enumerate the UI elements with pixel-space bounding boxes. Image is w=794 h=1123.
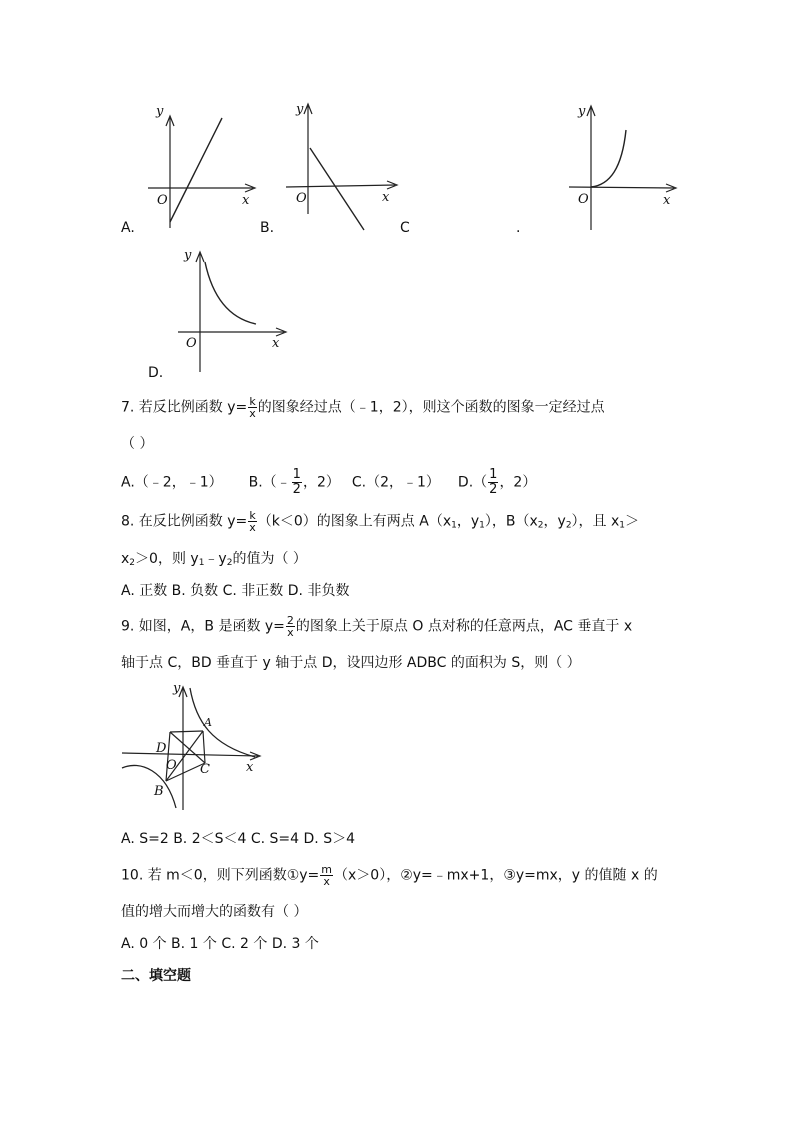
q8-pre: 8. 在反比例函数 y= [121, 513, 248, 530]
q9-options: A. S=2 B. 2＜S＜4 C. S=4 D. S＞4 [121, 831, 355, 847]
q8-line2 [121, 549, 307, 573]
q8-l2-mid: ＞0，则 y [135, 551, 199, 567]
q7-stem [121, 396, 605, 419]
graph-b-o-label: O [296, 191, 307, 206]
q7-option-d-num: 1 [489, 467, 498, 482]
graph-b-x-label: x [382, 190, 390, 205]
q8-l2-sub-1: 2 [129, 558, 136, 568]
option-c-dot: . [516, 220, 521, 236]
q9-point-a: A [204, 716, 212, 729]
q9-point-o: O [166, 758, 177, 773]
q9-stem [121, 615, 632, 638]
q7-option-b-frac [292, 468, 302, 497]
q7-option-b-den: 2 [292, 482, 301, 497]
q8-l2-sub-2: 1 [198, 558, 205, 568]
option-a-label: A. [121, 220, 135, 236]
option-b-label: B. [260, 220, 275, 236]
q7-option-b-num: 1 [292, 467, 301, 482]
q8-m4: ），且 x [571, 513, 620, 530]
q10-pre: 10. 若 m＜0，则下列函数①y= [121, 867, 320, 884]
q8-stem [121, 510, 639, 536]
q10-stem [121, 864, 658, 887]
q8-end: ＞ [625, 513, 640, 530]
q7-option-d-pre: D.（ [457, 474, 488, 491]
q8-m1: ，y [456, 513, 480, 530]
q8-mid: （k＜0）的图象上有两点 A（x [257, 513, 452, 530]
q7-frac-den: x [249, 407, 256, 420]
section-heading: 二、填空题 [121, 968, 191, 984]
q7-fraction [248, 396, 257, 419]
q9-fraction [286, 615, 295, 638]
q10-frac-num: m [321, 863, 332, 876]
q10-frac-den: x [323, 875, 330, 888]
graph-d-o-label: O [186, 336, 197, 351]
q7-option-b-pre: B.（﹣ [248, 474, 291, 491]
q10-post: （x＞0），②y=﹣mx+1，③y=mx，y 的值随 x 的 [334, 867, 658, 884]
q9-point-b: B [154, 784, 164, 799]
graph-a-x-label: x [242, 193, 250, 208]
q9-frac-den: x [287, 626, 294, 639]
graph-c-y-label: y [578, 104, 586, 119]
q9-pre: 9. 如图，A，B 是函数 y= [121, 618, 285, 635]
q8-l2-mid2: ﹣y [204, 551, 227, 567]
graph-c-o-label: O [578, 192, 589, 207]
q7-option-d-frac [488, 468, 498, 497]
q8-sub-2: 1 [479, 520, 485, 531]
q8-l2-sub-3: 2 [226, 558, 233, 568]
q9-fig-x-label: x [246, 760, 254, 775]
graph-c-x-label: x [663, 193, 671, 208]
q10-options: A. 0 个 B. 1 个 C. 2 个 D. 3 个 [121, 936, 319, 952]
q7-option-d-den: 2 [489, 482, 498, 497]
q8-frac-num: k [249, 509, 256, 522]
graph-a-o-label: O [157, 193, 168, 208]
q10-fraction [320, 864, 333, 887]
q7-pre: 7. 若反比例函数 y= [121, 399, 248, 416]
graph-d-x-label: x [272, 336, 280, 351]
q9-line2: 轴于点 C，BD 垂直于 y 轴于点 D，设四边形 ADBC 的面积为 S，则（ ） [121, 655, 581, 671]
q9-post: 的图象上关于原点 O 点对称的任意两点，AC 垂直于 x [295, 618, 633, 635]
option-c-label: C [400, 220, 410, 236]
q7-option-c: C.（2，﹣1） [351, 474, 440, 491]
q8-sub-3: 2 [537, 520, 544, 531]
q9-point-d: D [156, 741, 167, 756]
q9-fig-y-label: y [173, 681, 181, 696]
q9-point-c: C [200, 762, 210, 777]
graph-d-y-label: y [184, 248, 192, 263]
q8-frac-den: x [249, 521, 256, 534]
q7-option-b-post: ，2） [302, 474, 340, 491]
q8-m2: ），B（x [484, 513, 538, 530]
graph-b-y-label: y [296, 102, 304, 117]
graph-a-y-label: y [156, 104, 164, 119]
q7-option-a: A.（﹣2，﹣1） [121, 474, 223, 491]
q8-l2-pre: x [121, 551, 130, 567]
q7-option-d-post: ，2） [499, 474, 537, 491]
q8-fraction [248, 510, 257, 533]
q8-sub-1: 1 [451, 520, 457, 531]
q8-sub-4: 2 [565, 520, 572, 531]
q10-line2: 值的增大而增大的函数有（ ） [121, 904, 308, 920]
q8-l2-end: 的值为（ ） [232, 551, 307, 567]
q8-sub-5: 1 [619, 520, 626, 531]
q7-answer-paren: （ ） [121, 436, 154, 452]
q7-post: 的图象经过点（﹣1，2），则这个函数的图象一定经过点 [257, 399, 605, 416]
q7-options [121, 468, 536, 497]
q9-frac-num: 2 [286, 614, 294, 627]
q8-options: A. 正数 B. 负数 C. 非正数 D. 非负数 [121, 583, 350, 599]
q7-frac-num: k [249, 395, 256, 408]
q8-m3: ，y [543, 513, 566, 530]
option-d-label: D. [148, 365, 164, 381]
